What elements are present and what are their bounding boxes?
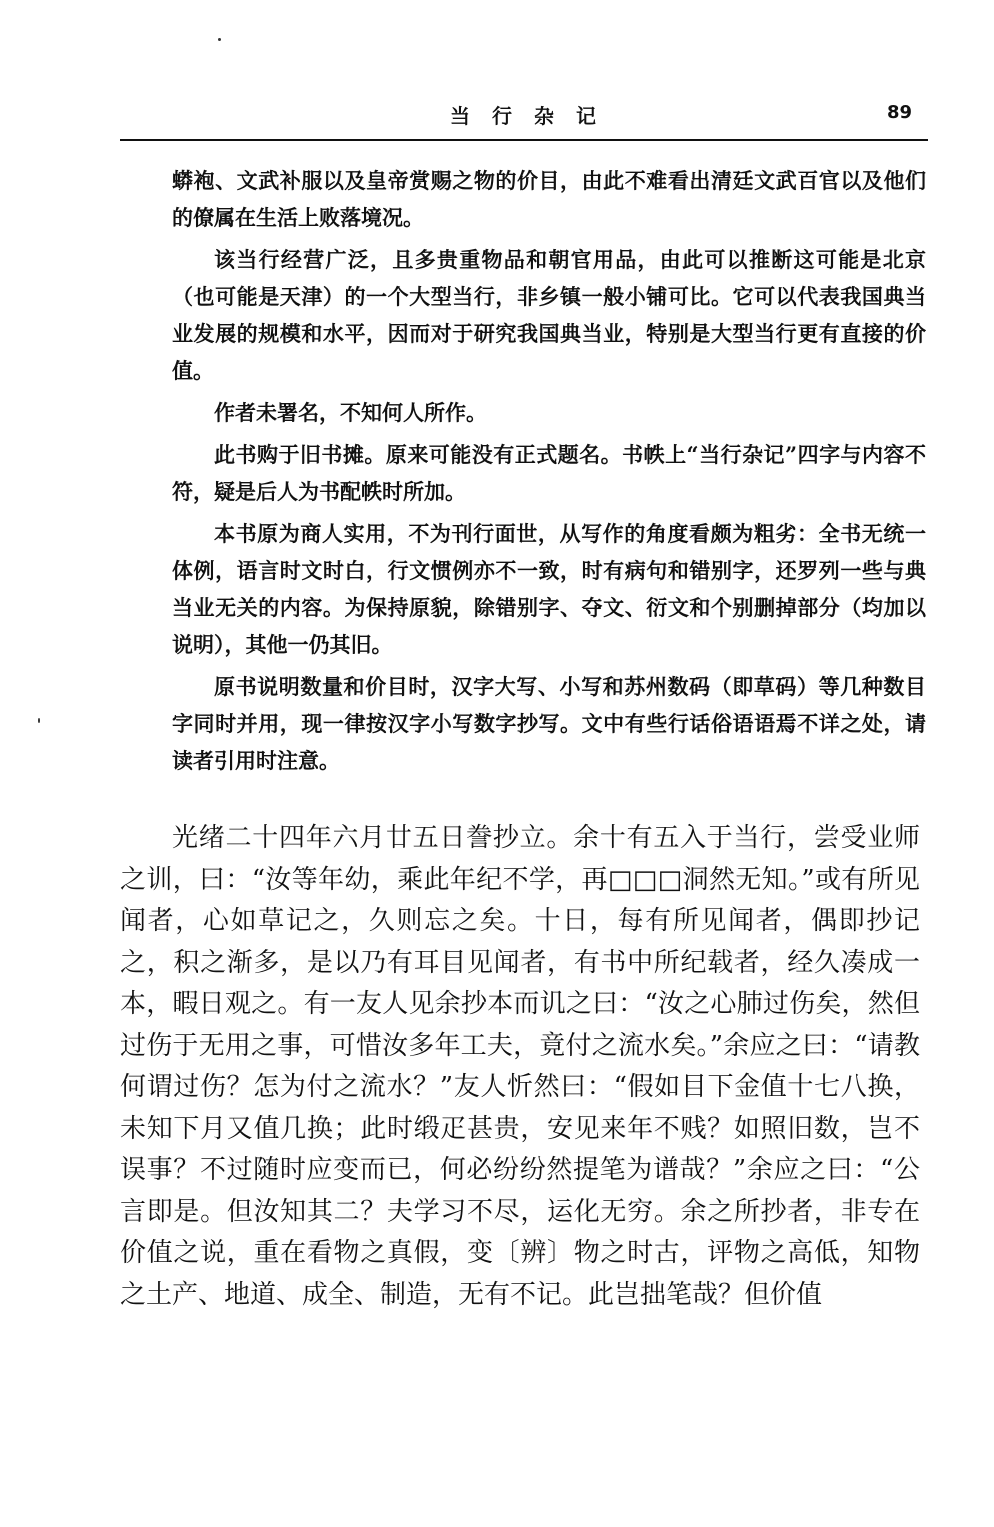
intro-paragraph: 原书说明数量和价目时，汉字大写、小写和苏州数码（即草码）等几种数目字同时并用，现一律按汉字小写数字抄写。文中有些行话俗语语焉不详之处，请读者引用时注意。	[172, 674, 926, 773]
intro-paragraph: 作者未署名，不知何人所作。	[214, 400, 487, 425]
intro-paragraph: 本书原为商人实用，不为刊行面世，从写作的角度看颇为粗劣：全书无统一体例，语言时文时白，行文惯例亦不一致，时有病句和错别字，还罗列一些与典当业无关的内容。为保持原貌，除错别字、夺文、衍文和个别删掉部分（均加以说明），其他一仍其旧。	[172, 521, 926, 657]
intro-paragraph: 蟒袍、文武补服以及皇帝赏赐之物的价目，由此不难看出清廷文武百官以及他们的僚属在生活上败落境况。	[172, 168, 926, 230]
main-paragraph: 光绪二十四年六月廿五日誊抄立。余十有五入于当行，尝受业师之训，曰：“汝等年幼，乘此年纪不学，再□□□洞然无知。”或有所见闻者，心如草记之，久则忘之矣。十日，每有所见闻者，偶即抄记之，积之渐多，是以乃有耳目见闻者，有书中所纪载者，经久凑成一本，暇日观之。有一友人见余抄本而讥之曰：“汝之心肺过伤矣，然但过伤于无用之事，可惜汝多年工夫，竟付之流水矣。”余应之曰：“请教何谓过伤？怎为付之流水？”友人忻然曰：“假如目下金值十七八换，未知下月又值几换；此时缎疋甚贵，安见来年不贱？如照旧数，岂不误事？不过随时应变而已，何必纷纷然提笔为谱哉？”余应之曰：“公言即是。但汝知其二？夫学习不尽，运化无穷。余之所抄者，非专在价值之说，重在看物之真假，变〔辨〕物之时古，评物之高低，知物之土产、地道、成全、制造，无有不记。此岂拙笔哉？但价值	[120, 823, 920, 1310]
scan-speck	[218, 38, 221, 41]
scan-speck	[38, 718, 40, 723]
header-rule	[120, 139, 928, 141]
intro-paragraph: 该当行经营广泛，且多贵重物品和朝官用品，由此可以推断这可能是北京（也可能是天津）的一个大型当行，非乡镇一般小铺可比。它可以代表我国典当业发展的规模和水平，因而对于研究我国典当业，特别是大型当行更有直接的价值。	[172, 247, 926, 383]
page-number: 89	[886, 102, 912, 123]
running-header	[120, 100, 926, 134]
main-text	[120, 818, 920, 1316]
editor-introduction	[172, 162, 926, 784]
intro-paragraph: 此书购于旧书摊。原来可能没有正式题名。书帙上“当行杂记”四字与内容不符，疑是后人为书配帙时所加。	[172, 442, 926, 504]
running-title: 当行杂记	[450, 104, 618, 128]
